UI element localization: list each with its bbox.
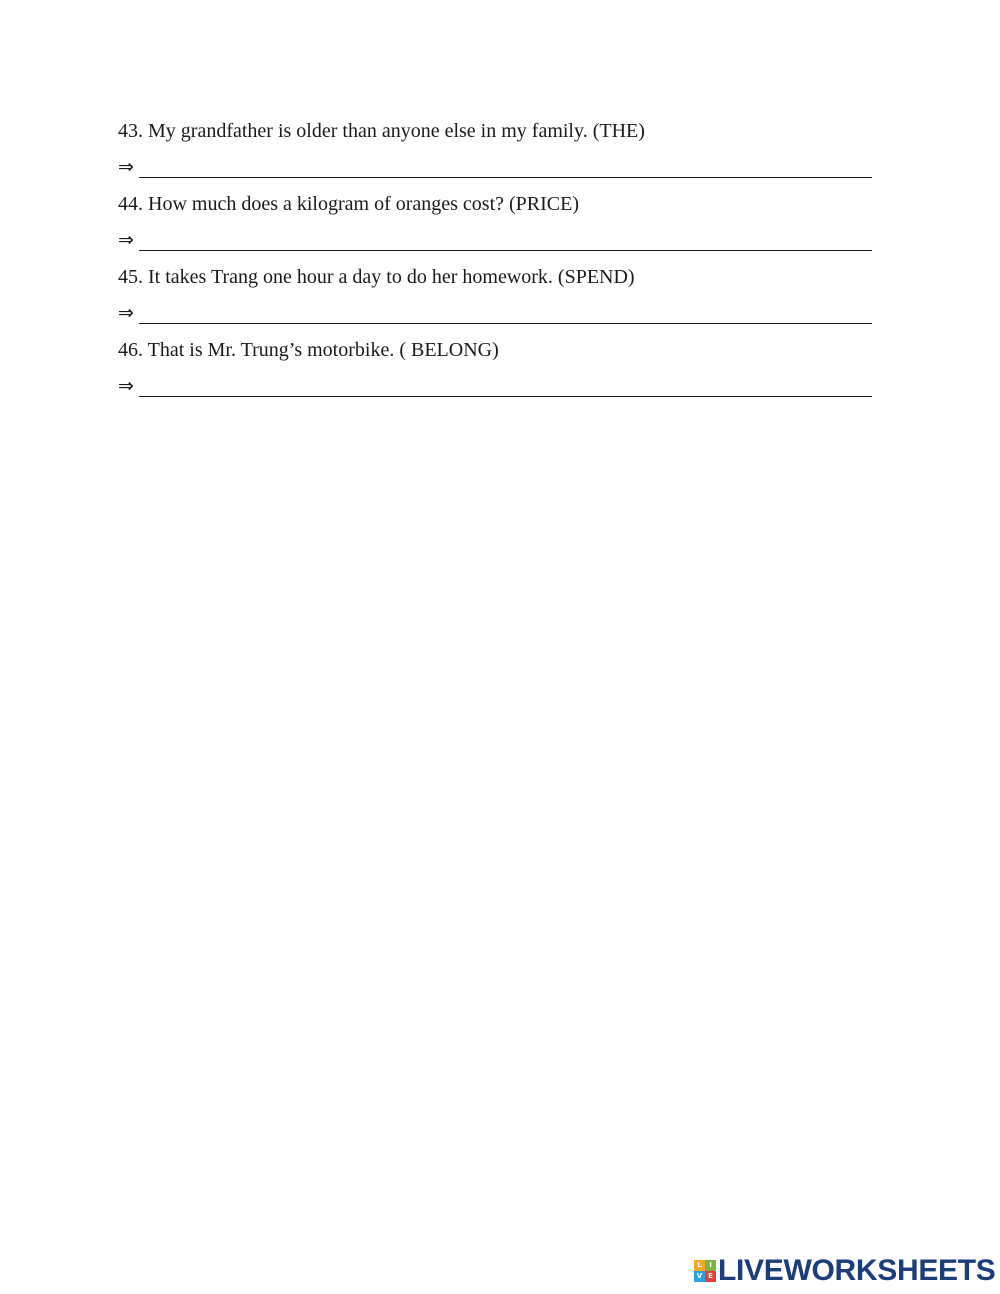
logo-mark-tile: E [705,1271,716,1282]
answer-field-46[interactable] [139,373,872,397]
question-44 [118,188,872,261]
question-text: 46. That is Mr. Trung’s motorbike. ( BELONG) [118,339,499,361]
answer-row [118,153,872,181]
answer-field-45[interactable] [139,300,872,324]
logo-mark-icon [694,1260,716,1282]
implies-arrow-icon: ⇒ [118,302,134,324]
question-43 [118,115,872,188]
logo-mark-tile: I [705,1260,716,1271]
worksheet [118,115,872,407]
question-45 [118,261,872,334]
answer-row [118,372,872,400]
implies-arrow-icon: ⇒ [118,156,134,178]
logo-mark-tile: L [694,1260,705,1271]
question-text: 43. My grandfather is older than anyone else in my family. (THE) [118,120,645,142]
answer-row [118,299,872,327]
logo-wordmark: LIVEWORKSHEETS [718,1254,996,1287]
answer-row [118,226,872,254]
question-text: 45. It takes Trang one hour a day to do her homework. (SPEND) [118,266,635,288]
question-46 [118,334,872,407]
answer-field-43[interactable] [139,154,872,178]
implies-arrow-icon: ⇒ [118,229,134,251]
answer-field-44[interactable] [139,227,872,251]
question-text: 44. How much does a kilogram of oranges cost? (PRICE) [118,193,580,215]
implies-arrow-icon: ⇒ [118,375,134,397]
logo-mark-tile: V [694,1271,705,1282]
liveworksheets-logo [694,1256,996,1286]
